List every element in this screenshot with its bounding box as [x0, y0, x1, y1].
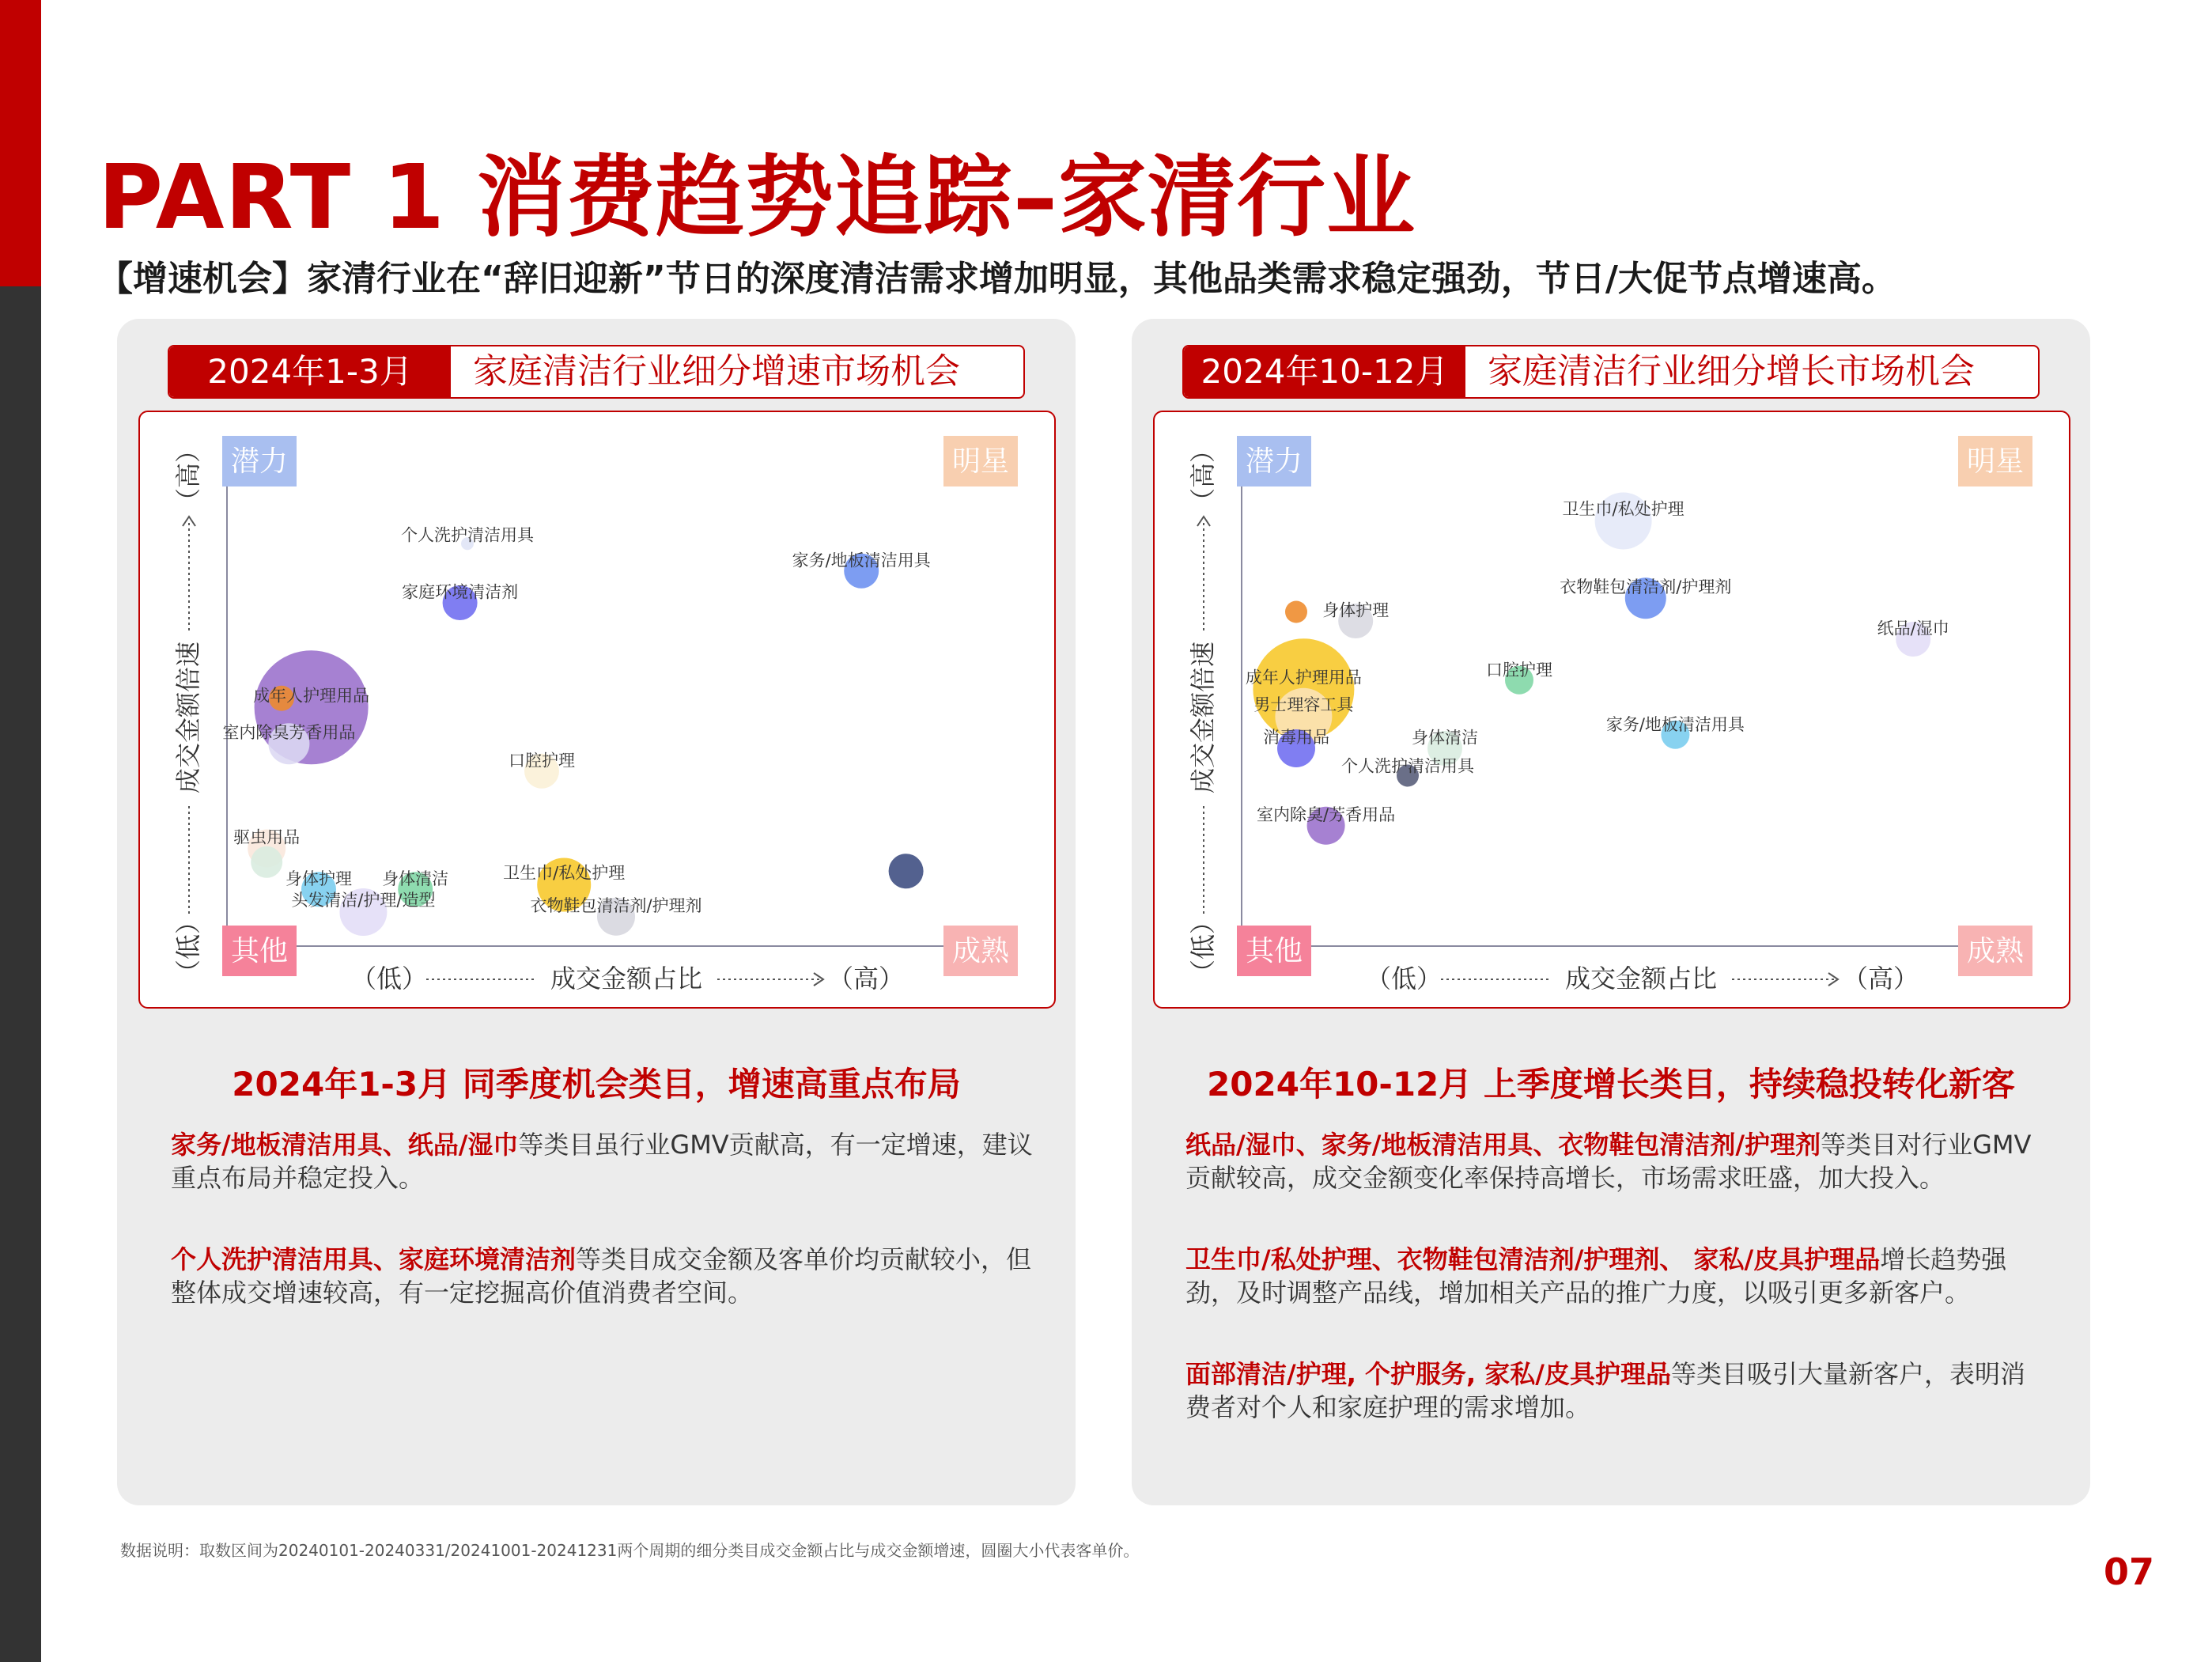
- y-axis-title: 成交金额倍速: [173, 641, 203, 794]
- insight-text: 等类目成交金额及客单价均贡献较小，但整体成交增速较高，有一定挖掘高价值消费者空间。: [171, 1244, 1032, 1308]
- quadrant-label: 潜力: [230, 445, 289, 478]
- bubble-chart-svg: [140, 412, 1054, 1007]
- bubble-label: 身体清洁: [1412, 728, 1478, 748]
- bubble-label: 家务/地板清洁用具: [792, 551, 931, 570]
- bubble-label: 成年人护理用品: [253, 686, 370, 706]
- panel-conclusion: 2024年1-3月 同季度机会类目，增速高重点布局: [232, 1065, 961, 1104]
- bubble-point: [1285, 601, 1307, 623]
- insight-paragraph: [1185, 1357, 2048, 1424]
- insight-text: 等类目虽行业GMV贡献高，有一定增速，建议重点布局并稳定投入。: [171, 1130, 1033, 1193]
- quadrant-label: 其他: [1245, 935, 1303, 967]
- insight-paragraph: [171, 1243, 1033, 1309]
- x-axis-low-label: （低）: [350, 964, 428, 994]
- y-axis-low-label: （低）: [173, 908, 203, 986]
- bubble-label: 头发清洁/护理/造型: [291, 891, 436, 910]
- y-axis-high-label: （高）: [173, 437, 203, 514]
- bubble-chart-svg: [1155, 412, 2069, 1007]
- bubble-label: 消毒用品: [1263, 728, 1329, 748]
- insight-text: 增长趋势强劲，及时调整产品线，增加相关产品的推广力度，以吸引更多新客户。: [1185, 1244, 2007, 1308]
- bubble-label: 家庭环境清洁剂: [402, 582, 519, 602]
- data-footnote: 数据说明：取数区间为20240101-20240331/20241001-20241231两个周期的细分类目成交金额占比与成交金额增速，圆圈大小代表客单价。: [120, 1541, 1140, 1560]
- y-axis-labels: [173, 437, 203, 985]
- insight-paragraph: [1185, 1243, 2048, 1309]
- panel-q4: [1132, 319, 2090, 1505]
- bubble-label: 室内除臭芳香用品: [222, 723, 356, 743]
- bubble-label: 家务/地板清洁用具: [1605, 715, 1745, 735]
- bubble-chart-q1: [138, 411, 1056, 1009]
- bubble-label: 口腔护理: [1486, 661, 1552, 680]
- y-axis-title: 成交金额倍速: [1188, 641, 1218, 794]
- bubble-label: 男士理容工具: [1253, 695, 1354, 714]
- x-axis-title: 成交金额占比: [1564, 964, 1718, 994]
- banner-date: 2024年1-3月: [169, 346, 451, 397]
- quadrant-label: 成熟: [951, 935, 1010, 967]
- insight-paragraph: [1185, 1128, 2048, 1194]
- bubble-point: [251, 846, 282, 878]
- bubble-chart-q4: [1153, 411, 2070, 1009]
- bubble-label: 衣物鞋包清洁剂/护理剂: [1560, 577, 1732, 597]
- side-bar-dark: [0, 286, 41, 1662]
- bubble-label: 个人洗护清洁用具: [401, 525, 534, 545]
- y-axis-high-label: （高）: [1188, 437, 1218, 514]
- insight-highlight: 家务/地板清洁用具、纸品/湿巾: [171, 1130, 519, 1160]
- bubble-label: 室内除臭/芳香用品: [1257, 804, 1396, 824]
- side-bar-red: [0, 0, 41, 286]
- bubble-label: 口腔护理: [509, 751, 575, 770]
- bubble-label: 卫生巾/私处护理: [503, 863, 626, 883]
- insight-paragraph: [171, 1128, 1033, 1194]
- quadrant-label: 成熟: [1966, 935, 2025, 967]
- page-number: 07: [2104, 1550, 2155, 1593]
- bubble-label: 身体护理: [1322, 600, 1390, 620]
- banner-title: 家庭清洁行业细分增长市场机会: [1488, 351, 1975, 392]
- bubble-label: 个人洗护清洁用具: [1341, 756, 1474, 776]
- y-axis-labels: [1188, 437, 1218, 985]
- bubble-label: 衣物鞋包清洁剂/护理剂: [530, 895, 702, 915]
- x-axis-low-label: （低）: [1365, 964, 1443, 994]
- insight-highlight: 卫生巾/私处护理、衣物鞋包清洁剂/护理剂、 家私/皮具护理品: [1185, 1244, 1881, 1274]
- x-axis-high-label: （高）: [1842, 964, 1919, 994]
- bubble-label: 驱虫用品: [233, 827, 301, 847]
- bubble-label: 身体清洁: [382, 869, 449, 888]
- bubble-label: 身体护理: [285, 869, 352, 888]
- quadrant-label: 潜力: [1245, 445, 1303, 478]
- insight-text: 等类目对行业GMV贡献较高，成交金额变化率保持高增长，市场需求旺盛，加大投入。: [1185, 1130, 2032, 1193]
- page-subtitle: 【增速机会】家清行业在“辞旧迎新”节日的深度清洁需求增加明显，其他品类需求稳定强劲，节日/大促节点增速高。: [98, 259, 1896, 299]
- insight-highlight: 纸品/湿巾、家务/地板清洁用具、衣物鞋包清洁剂/护理剂: [1185, 1130, 1821, 1160]
- insight-highlight: 面部清洁/护理, 个护服务, 家私/皮具护理品: [1185, 1359, 1671, 1389]
- panel-banner: [1182, 345, 2040, 399]
- panel-q1: [117, 319, 1076, 1505]
- insight-text: 等类目吸引大量新客户，表明消费者对个人和家庭护理的需求增加。: [1185, 1359, 2025, 1422]
- banner-title: 家庭清洁行业细分增速市场机会: [473, 351, 960, 392]
- y-axis-low-label: （低）: [1188, 908, 1218, 986]
- quadrant-label: 明星: [1966, 445, 2025, 478]
- insight-highlight: 个人洗护清洁用具、家庭环境清洁剂: [171, 1244, 577, 1274]
- bubble-label: 成年人护理用品: [1245, 668, 1362, 687]
- panel-banner: [168, 345, 1025, 399]
- x-axis-title: 成交金额占比: [550, 964, 703, 994]
- bubble-label: 卫生巾/私处护理: [1562, 499, 1685, 519]
- banner-date: 2024年10-12月: [1184, 346, 1465, 397]
- bubble-point: [889, 854, 924, 888]
- quadrant-label: 明星: [951, 445, 1010, 478]
- x-axis-high-label: （高）: [827, 964, 905, 994]
- panel-conclusion: 2024年10-12月 上季度增长类目，持续稳投转化新客: [1207, 1065, 2015, 1104]
- quadrant-label: 其他: [230, 935, 289, 967]
- bubble-label: 纸品/湿巾: [1877, 619, 1949, 638]
- page-title: PART 1 消费趋势追踪–家清行业: [98, 146, 1416, 249]
